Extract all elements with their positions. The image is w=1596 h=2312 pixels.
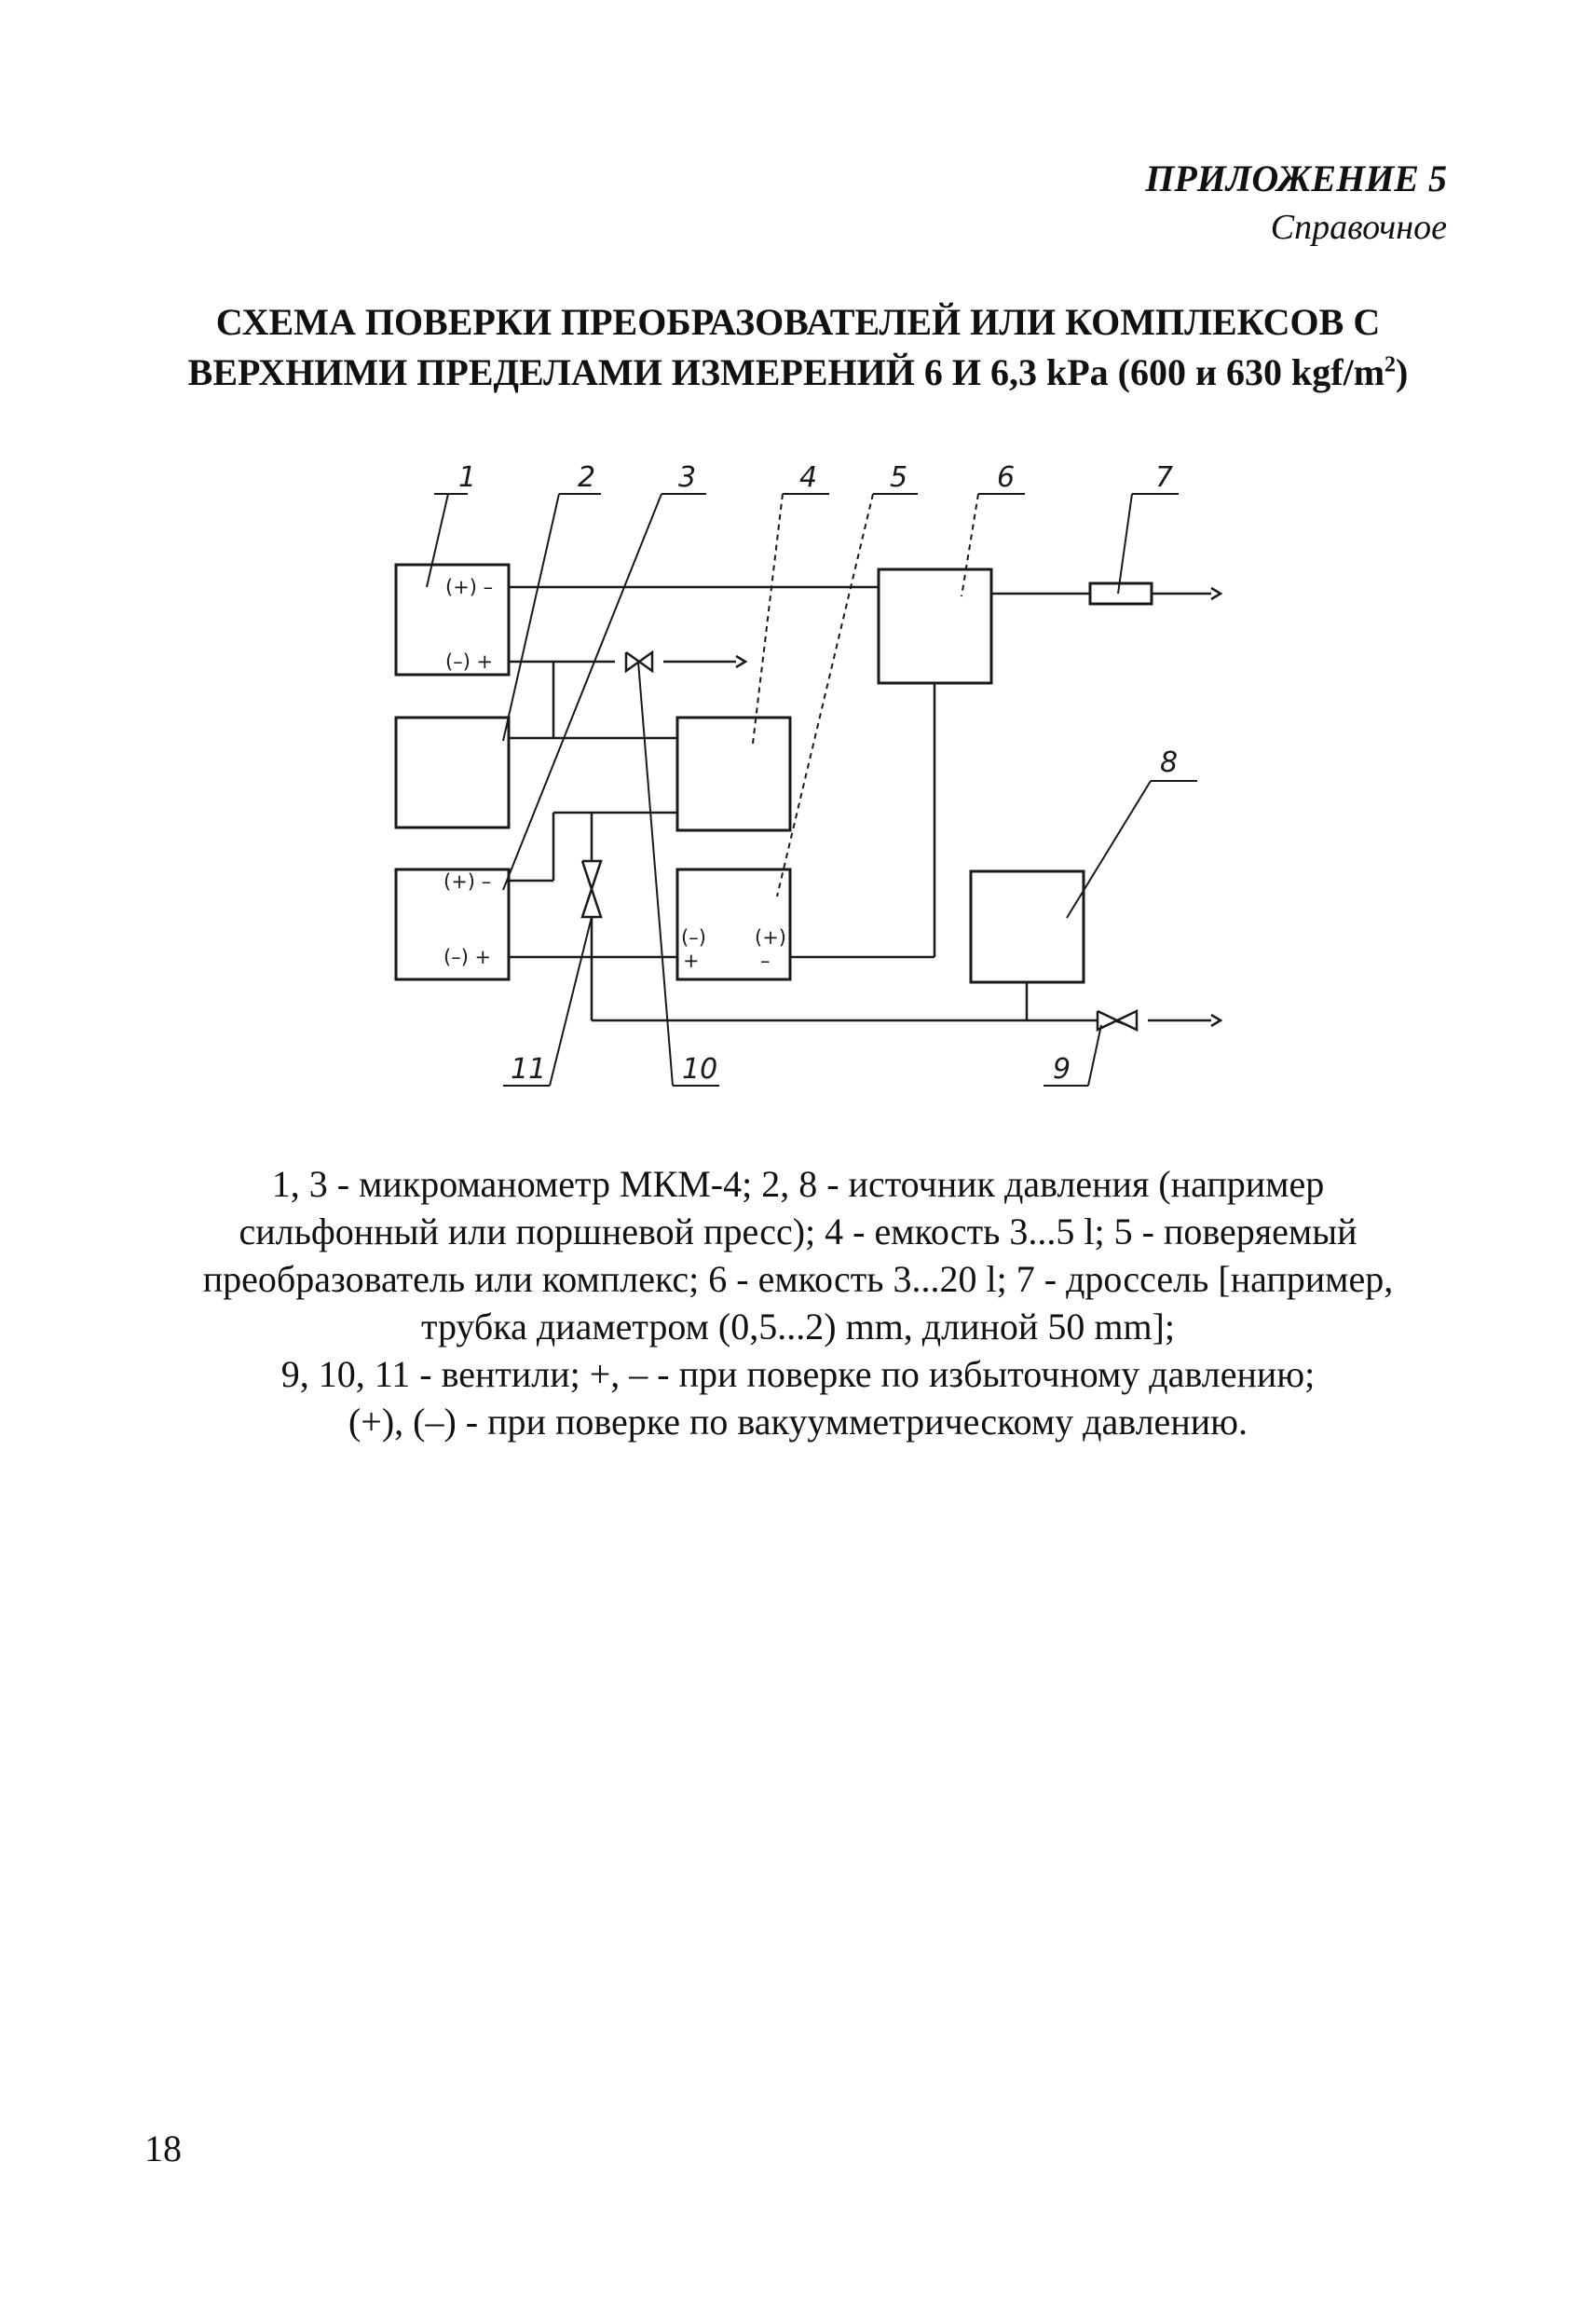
- page-title-superscript: 2: [1385, 352, 1397, 377]
- port-label-3-bottom: (–) +: [443, 946, 492, 968]
- page-number: 18: [144, 2127, 182, 2169]
- callout-2: 2: [578, 461, 596, 494]
- block-4-vessel: [677, 718, 790, 830]
- block-6-vessel: [879, 569, 991, 683]
- caption-line-1: 1, 3 - микроманометр МКМ-4; 2, 8 - источник давления (например: [271, 1163, 1325, 1205]
- callout-3: 3: [678, 461, 697, 494]
- port-label-5-right-bottom: –: [760, 950, 771, 972]
- callout-1: 1: [458, 461, 477, 494]
- caption-line-3: преобразователь или комплекс; 6 - емкость 3...20 l; 7 - дроссель [например,: [202, 1258, 1394, 1300]
- throttle-7: [1090, 583, 1152, 604]
- callout-8: 8: [1160, 746, 1179, 779]
- page-title-line-2-text: ВЕРХНИМИ ПРЕДЕЛАМИ ИЗМЕРЕНИЙ 6 И 6,3 kPa (600 и 630 kgf/m: [187, 351, 1385, 393]
- appendix-annotation: Справочное: [1270, 208, 1447, 247]
- page-title-line-2-end: ): [1396, 351, 1409, 393]
- callout-5: 5: [890, 461, 908, 494]
- callout-11: 11: [511, 1053, 547, 1086]
- port-label-1-bottom: (–) +: [445, 650, 494, 673]
- page-title-line-1: СХЕМА ПОВЕРКИ ПРЕОБРАЗОВАТЕЛЕЙ ИЛИ КОМПЛЕКСОВ С: [215, 301, 1381, 343]
- callout-7: 7: [1155, 461, 1174, 494]
- block-2-pressure-source: [396, 718, 509, 828]
- block-8-pressure-source: [971, 871, 1084, 982]
- caption-line-4: трубка диаметром (0,5...2) mm, длиной 50 mm];: [420, 1306, 1175, 1348]
- caption-line-5: 9, 10, 11 - вентили; +, – - при поверке по избыточному давлению;: [280, 1353, 1316, 1395]
- appendix-heading: ПРИЛОЖЕНИЕ 5: [1145, 157, 1447, 199]
- port-label-1-top: (+) –: [445, 576, 494, 598]
- callout-6: 6: [997, 461, 1016, 494]
- port-label-5-left-bottom: +: [683, 950, 700, 972]
- port-label-5-right-top: (+): [755, 926, 786, 949]
- callout-4: 4: [799, 461, 818, 494]
- port-label-5-left-top: (–): [681, 926, 706, 949]
- caption-line-2: сильфонный или поршневой пресс); 4 - емкость 3...5 l; 5 - поверяемый: [239, 1211, 1357, 1252]
- port-label-3-top: (+) –: [443, 870, 492, 893]
- callout-10: 10: [682, 1053, 718, 1086]
- callout-9: 9: [1053, 1053, 1071, 1086]
- caption-line-6: (+), (–) - при поверке по вакуумметрическому давлению.: [348, 1401, 1248, 1443]
